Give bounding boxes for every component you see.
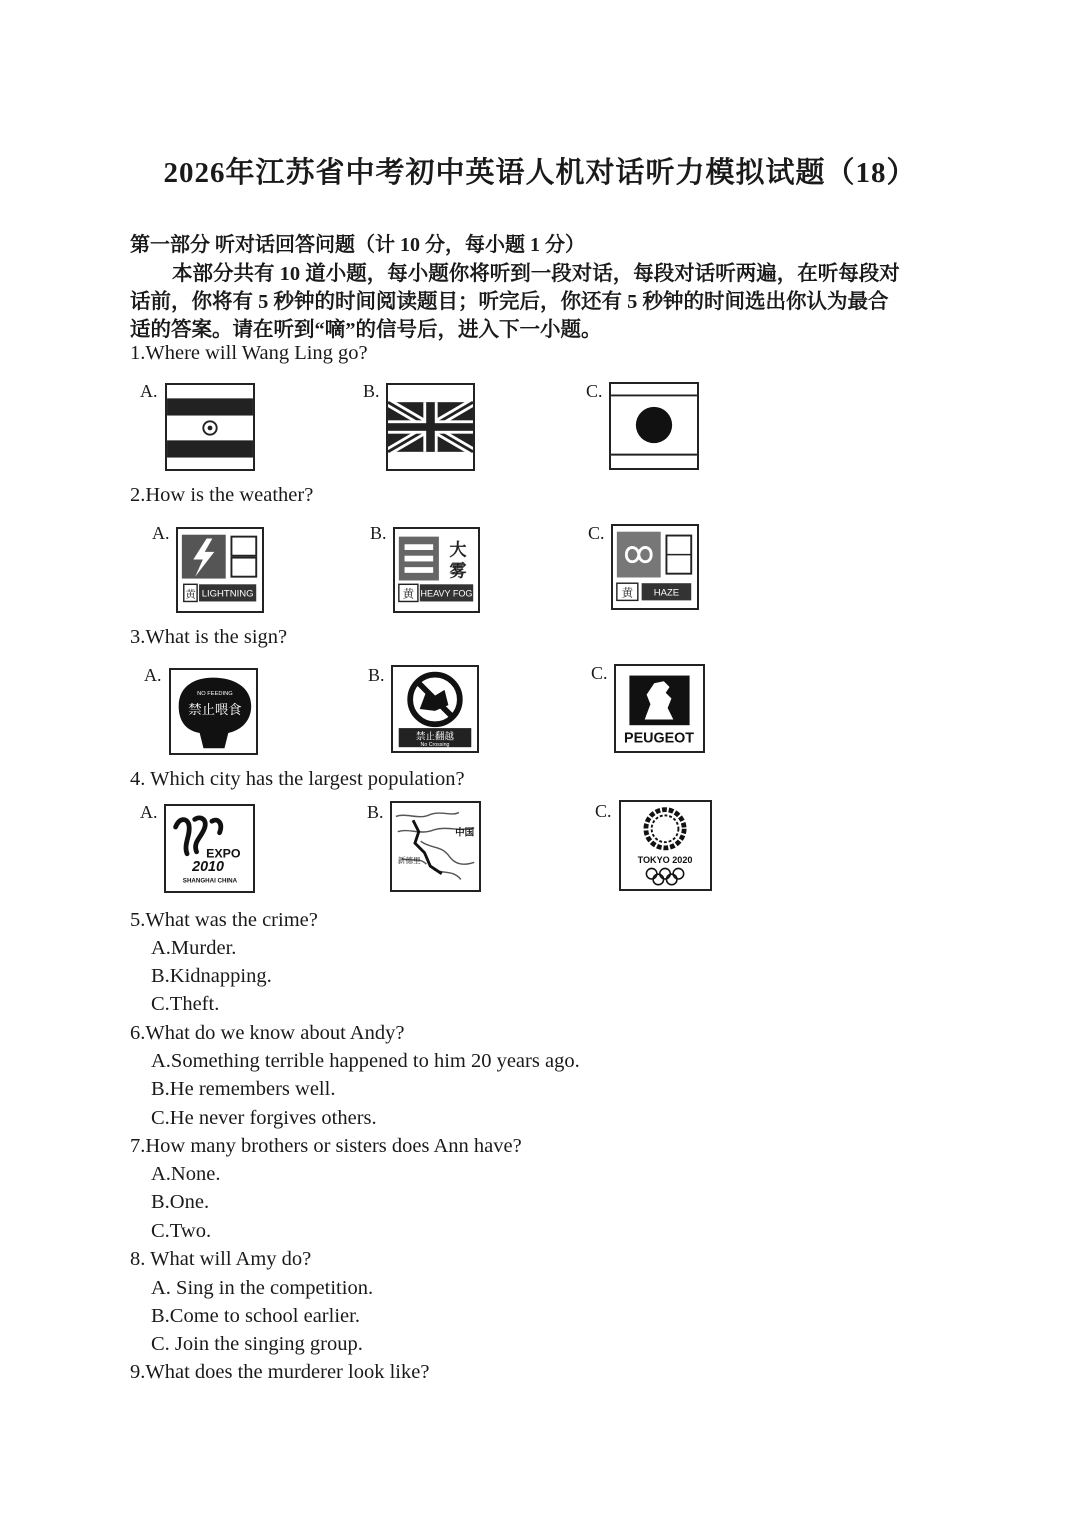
japan-flag-image[interactable]	[609, 382, 699, 470]
option-c[interactable]: C.Theft.	[151, 993, 220, 1015]
option-label[interactable]: A.	[140, 802, 158, 822]
question-3: 3.What is the sign?	[130, 626, 288, 648]
option-label[interactable]: B.	[363, 381, 380, 401]
instruction-line: 本部分共有 10 道小题，每小题你将听到一段对话，每段对话听两遍，在听每段对	[172, 263, 900, 285]
haze-warning-image[interactable]	[611, 524, 699, 610]
warning-caption: HEAVY FOG	[420, 588, 473, 599]
page-title: 2026年江苏省中考初中英语人机对话听力模拟试题（18）	[163, 157, 917, 189]
option-a[interactable]: A.None.	[151, 1163, 221, 1185]
peugeot-logo-image[interactable]	[614, 664, 705, 753]
question-9: 9.What does the murderer look like?	[130, 1361, 430, 1383]
question-6: 6.What do we know about Andy?	[130, 1022, 405, 1044]
sign-caption-en: No Crossing	[420, 742, 450, 749]
question-1: 1.Where will Wang Ling go?	[130, 342, 368, 364]
no-crossing-sign-image[interactable]	[391, 665, 479, 753]
olympic-caption: TOKYO 2020	[637, 855, 693, 866]
option-c[interactable]: C. Join the singing group.	[151, 1333, 363, 1355]
option-b[interactable]: B.He remembers well.	[151, 1078, 336, 1100]
expo-2010-logo-image[interactable]	[164, 804, 255, 893]
option-c[interactable]: C.He never forgives others.	[151, 1107, 377, 1129]
map-image[interactable]	[390, 801, 481, 892]
question-4: 4. Which city has the largest population?	[130, 768, 465, 790]
option-a[interactable]: A.Murder.	[151, 937, 237, 959]
lightning-warning-image[interactable]	[176, 527, 264, 613]
expo-caption: EXPO	[206, 846, 241, 861]
instruction-line: 话前，你将有 5 秒钟的时间阅读题目；听完后，你还有 5 秒钟的时间选出你认为最合	[130, 291, 889, 313]
option-label[interactable]: C.	[595, 801, 612, 821]
map-sub: 新德里	[397, 856, 421, 866]
svg-text:大: 大	[449, 540, 467, 561]
warning-tag: 黄	[621, 585, 634, 600]
sign-caption-en: NO FEEDING	[197, 690, 233, 697]
option-label[interactable]: C.	[588, 523, 605, 543]
svg-text:雾: 雾	[449, 561, 467, 582]
india-flag-image[interactable]	[165, 383, 255, 471]
option-b[interactable]: B.Come to school earlier.	[151, 1305, 360, 1327]
option-label[interactable]: C.	[591, 663, 608, 683]
option-a[interactable]: A. Sing in the competition.	[151, 1277, 374, 1299]
expo-sub: SHANGHAI CHINA	[182, 877, 238, 885]
heavy-fog-warning-image[interactable]	[393, 527, 480, 613]
sign-caption-cn: 禁止喂食	[188, 702, 242, 718]
no-feeding-sign-image[interactable]	[169, 668, 258, 755]
warning-tag: 黄	[402, 586, 415, 601]
option-label[interactable]: A.	[152, 523, 170, 543]
option-label[interactable]: A.	[144, 665, 162, 685]
instruction-line: 适的答案。请在听到“嘀”的信号后，进入下一小题。	[130, 319, 602, 341]
option-label[interactable]: C.	[586, 381, 603, 401]
option-label[interactable]: B.	[370, 523, 387, 543]
option-b[interactable]: B.Kidnapping.	[151, 965, 272, 987]
tokyo-2020-logo-image[interactable]	[619, 800, 712, 891]
option-b[interactable]: B.One.	[151, 1191, 210, 1213]
option-c[interactable]: C.Two.	[151, 1220, 212, 1242]
uk-flag-image[interactable]	[386, 383, 475, 471]
expo-year: 2010	[192, 858, 224, 875]
question-5: 5.What was the crime?	[130, 909, 318, 931]
option-label[interactable]: A.	[140, 381, 158, 401]
question-7: 7.How many brothers or sisters does Ann have?	[130, 1135, 522, 1157]
map-caption: 中国	[455, 827, 475, 839]
sign-caption-cn: 禁止翻越	[415, 731, 455, 743]
option-label[interactable]: B.	[367, 802, 384, 822]
option-a[interactable]: A.Something terrible happened to him 20 years ago.	[151, 1050, 580, 1072]
section-heading: 第一部分 听对话回答问题（计 10 分，每小题 1 分）	[130, 234, 585, 256]
question-8: 8. What will Amy do?	[130, 1248, 312, 1270]
logo-caption: PEUGEOT	[624, 730, 695, 747]
warning-caption: LIGHTNING	[201, 588, 254, 600]
question-2: 2.How is the weather?	[130, 484, 314, 506]
option-label[interactable]: B.	[368, 665, 385, 685]
warning-tag: 黄	[185, 588, 196, 601]
warning-caption: HAZE	[653, 587, 680, 599]
